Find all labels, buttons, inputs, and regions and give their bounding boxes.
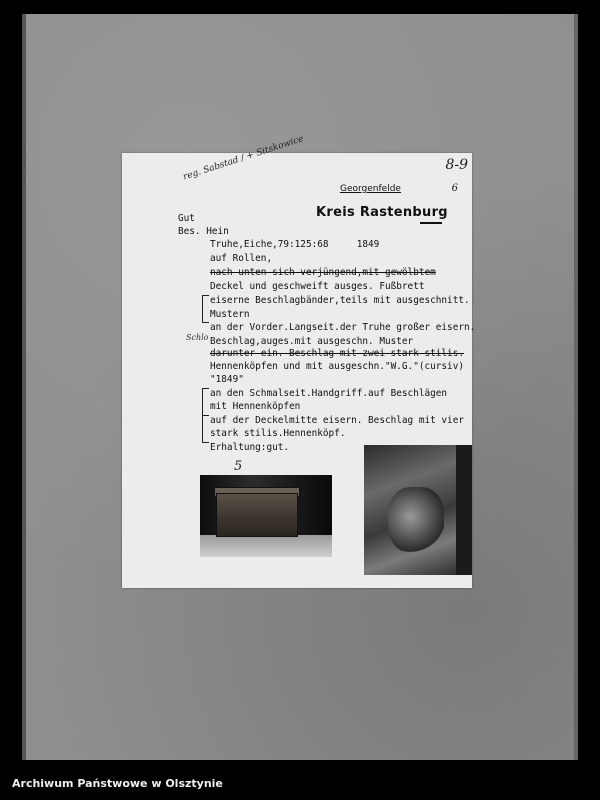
frame-edge-right [574,14,578,760]
line-owner: Bes. Hein [178,226,229,237]
chest-body [216,493,298,537]
line-rollen: auf Rollen, [210,253,273,264]
line-darunter: darunter ein. Beschlag mit zwei stark stilis. [210,348,464,359]
line-deckel: Deckel und geschweift ausges. Fußbrett [210,281,425,292]
bracket-eiserne [202,295,209,323]
handwritten-card-number: 8-9 [445,157,468,173]
handwritten-annotation-top-left: reg. Sabstad / + Sitskowice [182,134,305,183]
photo-edge [456,445,472,575]
frame-edge-left [22,14,26,760]
line-vorder: an der Vorder.Langseit.der Truhe großer eisern. [210,322,476,333]
line-year: "1849" [210,374,244,385]
inventory-card [122,134,476,588]
district-stamp: Kreis Rastenburg [316,205,448,220]
fitting-detail [388,487,444,553]
line-beschlag: Beschlag,auges.mit ausgeschn. Muster [210,336,414,347]
chest-photograph [200,475,332,557]
fitting-detail-photograph [364,445,472,575]
archive-credit: Archiwum Państwowe w Olsztynie [12,777,223,790]
bracket-schmalseit [202,388,209,416]
handwritten-side-note: Schlo [186,333,209,342]
photo-left-label: 5 [234,459,243,474]
district-underline [420,222,442,224]
line-mustern: Mustern [210,309,250,320]
line-erhaltung: Erhaltung:gut. [210,442,290,453]
line-hennenkoepfen: Hennenköpfen und mit ausgeschn."W.G."(cursiv) [210,361,464,372]
line-schmalseit: an den Schmalseit.Handgriff.auf Beschlägen [210,388,448,399]
line-deckelmitte: auf der Deckelmitte eisern. Beschlag mit vier [210,415,464,426]
line-gut: Gut [178,213,195,224]
bracket-deckelmitte [202,415,209,443]
photo-floor [200,535,332,557]
place-name: Georgenfelde [340,184,401,194]
line-eiserne: eiserne Beschlagbänder,teils mit ausgeschnitt. [210,295,470,306]
line-mit-hennenkoepfen: mit Hennenköpfen [210,401,301,412]
line-truhe: Truhe,Eiche,79:125:68 1849 [210,239,380,250]
line-nach-unten: nach unten sich verjüngend,mit gewölbtem [210,267,436,278]
handwritten-card-subnumber: 6 [451,183,458,194]
line-stark-stilis: stark stilis.Hennenköpf. [210,428,346,439]
